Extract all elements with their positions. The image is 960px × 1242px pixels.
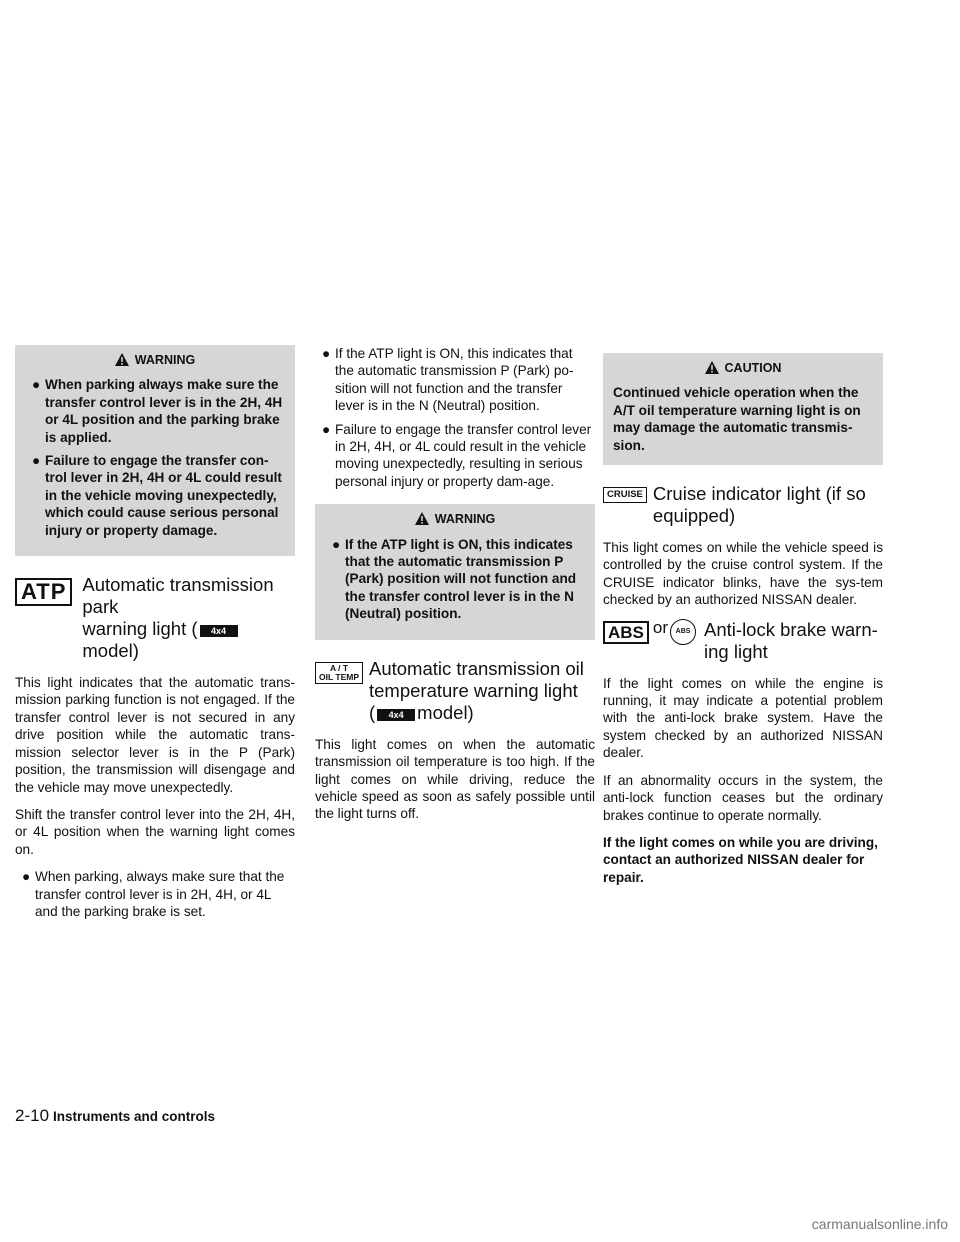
watermark: carmanualsonline.info	[811, 1216, 948, 1232]
oil-temp-icon: A / T OIL TEMP	[315, 662, 363, 684]
warning-bullet: ● When parking always make sure the transfer control lever is in the 2H, 4H or 4L position and the parking brake is applied.	[32, 377, 283, 445]
four-by-four-icon: 4x4	[200, 625, 238, 637]
warning-box-atp	[315, 504, 595, 639]
warning-bullet: ● Failure to engage the transfer con-trol lever in 2H, 4H or 4L could result in the vehicle moving unexpectedly, which could cause serious personal injury or property damage.	[32, 453, 282, 538]
heading-atp	[15, 574, 295, 662]
caution-box	[603, 353, 883, 465]
abs-paragraph-2: If an abnormality occurs in the system, the anti-lock function ceases but the ordinary brakes continue to operate normally.	[603, 772, 883, 823]
column-left	[15, 345, 295, 926]
atp-paragraph-2: Shift the transfer control lever into the 2H, 4H, or 4L position when the warning light comes on.	[15, 806, 295, 857]
abs-circle-icon: ABS	[670, 619, 696, 645]
warning-bullet: ● If the ATP light is ON, this indicates that the automatic transmission P (Park) position will not function and the transfer control lever is in the N (Neutral) position.	[332, 536, 577, 622]
warning-triangle-icon	[415, 512, 429, 530]
heading-cruise	[603, 483, 883, 527]
warning-header	[325, 511, 585, 530]
bullet-icon: ●	[322, 421, 331, 437]
heading-oil-temp-text: Automatic transmission oil temperature warning light ( 4x4 model)	[369, 657, 584, 723]
atp-bullet: ● When parking, always make sure that the transfer control lever is in 2H, 4H, or 4L and the parking brake is set.	[22, 869, 285, 919]
atp-bullet: ● Failure to engage the transfer control lever in 2H, 4H, or 4L could result in the vehicle moving unexpectedly, resulting in serious personal injury or property dam-age.	[322, 421, 592, 489]
page-footer	[15, 1106, 215, 1126]
caution-text: Continued vehicle operation when the A/T oil temperature warning light is on may damage the automatic transmis-sion.	[613, 385, 861, 453]
abs-or-text: or	[652, 617, 669, 637]
warning-triangle-icon	[705, 361, 719, 379]
warning-header	[25, 352, 285, 371]
heading-atp-text: Automatic transmission park warning light ( 4x4model)	[82, 574, 274, 662]
heading-oil-temp	[315, 658, 595, 724]
warning-title: WARNING	[434, 512, 496, 527]
oil-temp-paragraph: This light comes on when the automatic transmission oil temperature is too high. If the light comes on while driving, reduce the vehicle speed as soon as safely possible until the light turns off.	[315, 736, 595, 822]
atp-paragraph-1: This light indicates that the automatic trans-mission parking function is not engaged. If the transfer control lever is not secured in any drive position while the automatic trans-mission selector lever is in the P (Park) position, the transmission will disengage and the vehicle may move unexpectedly.	[15, 675, 295, 795]
bullet-icon: ●	[332, 536, 341, 552]
section-title: Instruments and controls	[53, 1109, 216, 1124]
column-middle	[315, 345, 595, 833]
heading-abs-text: Anti-lock brake warn- ing light	[704, 618, 878, 662]
cruise-icon: CRUISE	[603, 487, 647, 503]
page-number: 2-10	[15, 1106, 50, 1125]
caution-title: CAUTION	[724, 361, 782, 375]
abs-icon: ABS	[603, 621, 649, 644]
four-by-four-icon: 4x4	[377, 709, 415, 721]
abs-paragraph-1: If the light comes on while the engine is running, it may indicate a potential problem with the anti-lock brake system. Have the system checked by an authorized NISSAN dealer.	[603, 675, 883, 761]
heading-abs	[603, 619, 883, 663]
cruise-paragraph: This light comes on while the vehicle speed is controlled by the cruise control system. If the CRUISE indicator blinks, have the sys-tem checked by an authorized NISSAN dealer.	[603, 540, 883, 608]
bullet-icon: ●	[32, 377, 41, 393]
bullet-icon: ●	[32, 453, 41, 469]
column-right	[603, 345, 883, 896]
warning-triangle-icon	[115, 353, 129, 371]
bullet-icon: ●	[322, 346, 331, 361]
atp-icon: ATP	[15, 578, 72, 606]
caution-header	[613, 360, 873, 379]
atp-bullet: ● If the ATP light is ON, this indicates that the automatic transmission P (Park) po-sition will not function and the transfer lever is in the N (Neutral) position.	[322, 346, 574, 414]
abs-paragraph-3: If the light comes on while you are driving, contact an authorized NISSAN dealer for repair.	[603, 834, 878, 885]
warning-box-park	[15, 345, 295, 556]
bullet-icon: ●	[22, 869, 31, 885]
heading-cruise-text: Cruise indicator light (if so equipped)	[652, 483, 866, 527]
warning-title: WARNING	[134, 353, 196, 367]
